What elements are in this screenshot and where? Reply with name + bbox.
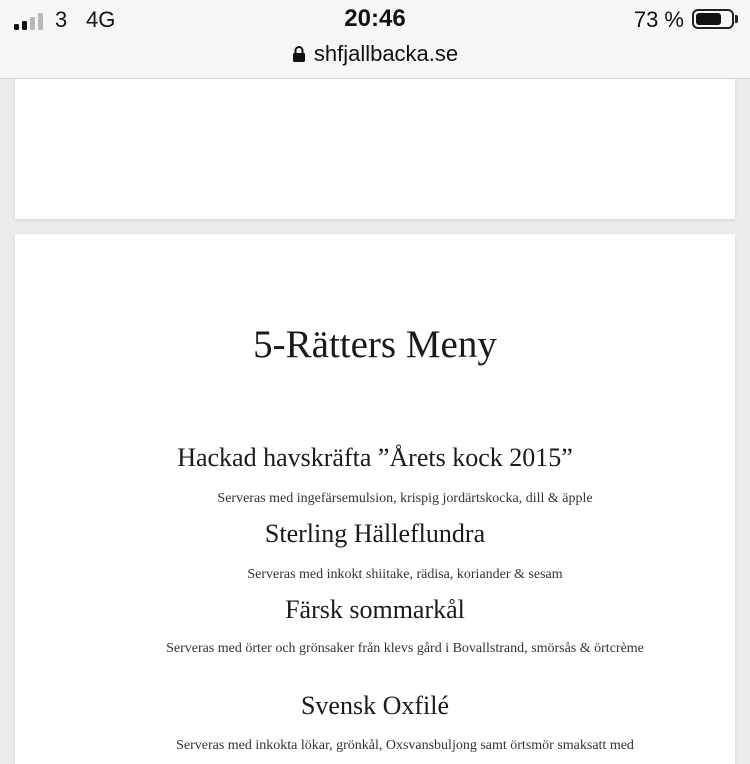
address-bar[interactable]	[0, 38, 750, 70]
course-description: Serveras med örter och grönsaker från klevs gård i Bovallstrand, smörsås & örtcrème	[166, 641, 644, 656]
battery-icon	[692, 9, 734, 29]
course-name: Svensk Oxfilé	[300, 691, 450, 720]
network-type: 4G	[86, 7, 116, 32]
course-description: Serveras med ingefärsemulsion, krispig jordärtskocka, dill & äpple	[217, 491, 593, 506]
carrier-name: 3	[55, 7, 68, 32]
course-name: Färsk sommarkål	[285, 595, 465, 624]
status-bar	[0, 0, 750, 79]
menu-card	[15, 234, 735, 764]
course-name: Hackad havskräfta ”Årets kock 2015”	[177, 443, 573, 472]
lock-icon	[292, 45, 306, 63]
course-description: Serveras med inkokta lökar, grönkål, Oxsvansbuljong samt örtsmör smaksatt med	[176, 738, 634, 753]
battery-fill	[696, 13, 721, 25]
status-time: 20:46	[344, 5, 406, 32]
menu-title: 5-Rätters Meny	[253, 323, 497, 366]
course-description: Serveras med inkokt shiitake, rädisa, koriander & sesam	[247, 567, 563, 582]
url-text[interactable]: shfjallbacka.se	[313, 41, 459, 66]
battery-tip	[735, 15, 738, 23]
battery-percentage: 73 %	[633, 7, 684, 32]
content-card-top	[15, 79, 735, 219]
course-name: Sterling Hälleflundra	[264, 519, 486, 548]
